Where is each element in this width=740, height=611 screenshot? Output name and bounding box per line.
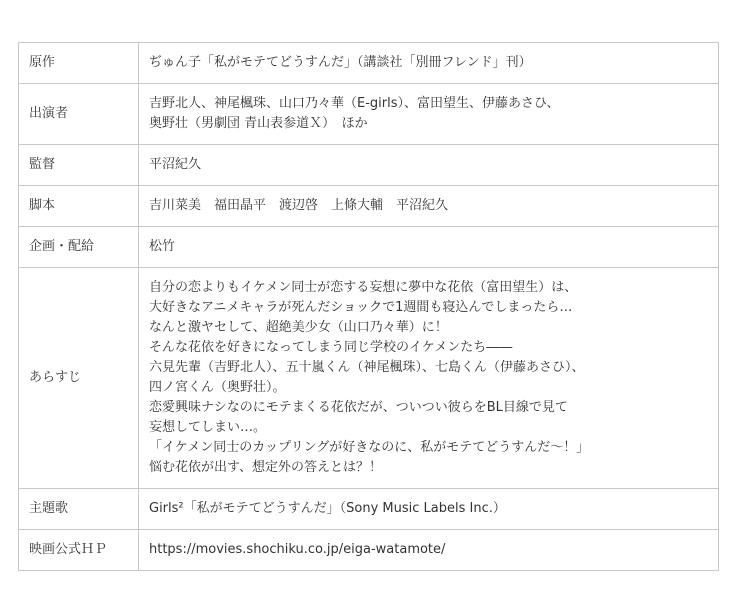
row-value: [139, 489, 719, 530]
table-row-cast: [19, 84, 719, 145]
value-line: 悩む花依が出す、想定外の答えとは？！: [149, 460, 382, 475]
table-row-screenplay: [19, 186, 719, 227]
row-value: [139, 84, 719, 145]
value-line: 妄想してしまい…。: [149, 420, 267, 435]
value-line: 「イケメン同士のカップリングが好きなのに、私がモテてどうすんだ〜！」: [149, 440, 590, 455]
row-label: 原作: [19, 43, 139, 84]
value-line: 四ノ宮くん（奥野壮）。: [149, 380, 286, 395]
table-row-director: [19, 145, 719, 186]
value-line: 六見先輩（吉野北人）、五十嵐くん（神尾楓珠）、七島くん（伊藤あさひ）、: [149, 360, 585, 375]
table-row-original-work: [19, 43, 719, 84]
value-line: なんと激ヤセして、超絶美少女（山口乃々華）に！: [149, 320, 448, 335]
value-line: 恋愛興味ナシなのにモテまくる花依だが、ついつい彼らをBL目線で見て: [149, 400, 568, 415]
table-row-official-site: [19, 530, 719, 571]
row-value: [139, 268, 719, 489]
row-label: 企画・配給: [19, 227, 139, 268]
value-line: 吉野北人、神尾楓珠、山口乃々華（E-girls）、富田望生、伊藤あさひ、: [149, 96, 560, 111]
row-label: あらすじ: [19, 268, 139, 489]
value-line: 自分の恋よりもイケメン同士が恋する妄想に夢中な花依（富田望生）は、: [149, 280, 578, 295]
official-site-url: https://movies.shochiku.co.jp/eiga-watamote/: [149, 542, 446, 557]
row-label: 監督: [19, 145, 139, 186]
row-label: 映画公式ＨＰ: [19, 530, 139, 571]
row-label: 主題歌: [19, 489, 139, 530]
table-row-distribution: [19, 227, 719, 268]
value-line: 奥野壮（男劇団 青山表参道Ｘ） ほか: [149, 116, 368, 131]
movie-info-table: [18, 42, 719, 571]
row-value: [139, 145, 719, 186]
value-line: ぢゅん子「私がモテてどうすんだ」（講談社「別冊フレンド」刊）: [149, 55, 532, 70]
table-row-synopsis: [19, 268, 719, 489]
row-value: [139, 43, 719, 84]
row-value: [139, 227, 719, 268]
row-value: [139, 530, 719, 571]
value-line: そんな花依を好きになってしまう同じ学校のイケメンたち――: [149, 340, 513, 355]
value-line: 大好きなアニメキャラが死んだショックで1週間も寝込んでしまったら…: [149, 300, 573, 315]
value-line: Girls²「私がモテてどうすんだ」（Sony Music Labels Inc.）: [149, 501, 506, 516]
row-label: 出演者: [19, 84, 139, 145]
row-value: [139, 186, 719, 227]
value-line: 松竹: [149, 239, 176, 254]
row-label: 脚本: [19, 186, 139, 227]
value-line: 平沼紀久: [149, 157, 202, 172]
value-line: 吉川菜美 福田晶平 渡辺啓 上條大輔 平沼紀久: [149, 198, 449, 213]
table-row-theme-song: [19, 489, 719, 530]
